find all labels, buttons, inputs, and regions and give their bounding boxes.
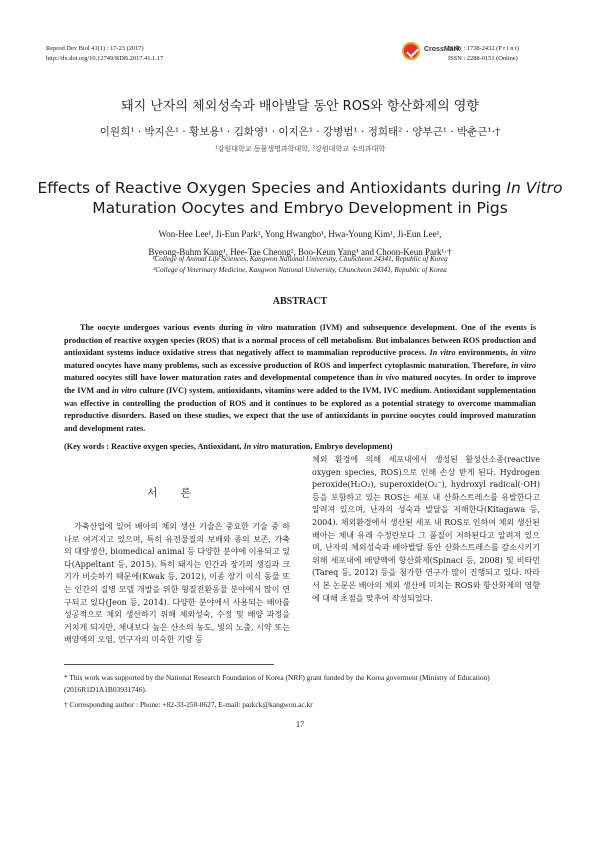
journal-citation: Reprod Dev Biol 41(1) : 17-23 (2017) [46, 45, 144, 52]
body-column-right: 체외 환경에 의해 세포내에서 생성된 활성산소종(reactive oxygen species, ROS)으로 인해 손상 받게 된다. Hydrogen peroxide(H₂O₂), superoxide(O₂⁻), hydroxyl radical(·OH) 등을 포함하고 있는 ROS는 세포 내 산화스트레스를 유발한다고 알려져 있으며, 난자의 성숙과 발달을 저해한다(Kitagawa 등, 2004). 체외환경에서 생산된 세포 내 ROS로 인하여 체외 생산된 배아는 체내 유래 수정란보다 그 품질이 저하된다고 알려져 있으며, 난자의 체외성숙과 배아발달 동안 산화스트레스를 감소시키기 위해 세포내에 배양액에 항산화제(Spinaci 등, 2008) 및 비타민(Tareq 등, 2012) 등을 첨가한 연구가 많이 진행되고 있다. 따라서 본 논문은 배아의 체외 생산에 미치는 ROS와 항산화제의 영향에 대해 초점을 맞추어 작성되었다. [312, 455, 540, 603]
english-authors-line2: Byeong-Buhm Kang¹, Hee-Tae Cheong², Boo-Keun Yang¹ and Choon-Keun Park¹·† [148, 247, 452, 257]
keywords-text: maturation, Embryo development) [268, 442, 393, 451]
section-heading-introduction: 서 론 [147, 487, 201, 499]
english-title-line2: Maturation Oocytes and Embryo Development in Pigs [92, 199, 508, 217]
korean-title: 돼지 난자의 체외성숙과 배아발달 동안 ROS와 항산화제의 영향 [121, 99, 479, 114]
abstract-italic: In vitro [429, 348, 456, 358]
abstract-italic: in vitro [510, 348, 536, 358]
journal-header-left [46, 44, 163, 64]
english-affiliation-1: ¹College of Animal Life Sciences, Kangwon National University, Chuncheon 24341, Republic of Korea [152, 255, 448, 263]
issn-online: ISSN : 2288-0151 (Online) [448, 55, 518, 62]
korean-authors: 이원희¹ · 박지은¹ · 황보용¹ · 김화영¹ · 이지은¹ · 강병범¹ · 정희태² · 양부근¹ · 박춘근¹·† [99, 126, 501, 138]
keywords-italic: In vitro [243, 442, 269, 451]
abstract-text: culture (IVC) system, antioxidants, vitamins were added to the IVM, IVC medium. Antioxidant supplementation was effective in controlling the production of ROS and it continues to be explored as a potential strategy to overcome mammalian reproductive disorders. Based on these studies, we expect that the use of antioxidants in porcine oocytes could improved maturation and development rates. [64, 385, 536, 433]
doi-link[interactable]: http://dx.doi.org/10.12749/RDB.2017.41.1.17 [46, 55, 164, 62]
english-affiliation-2: ²College of Veterinary Medicine, Kangwon National University, Chuncheon 24341, Republic of Korea [153, 266, 447, 274]
abstract-italic: in vitro [511, 360, 536, 370]
abstract-text: matured oocytes have many problems, such as excessive production of ROS and imperfect cytoplasmic maturation. Therefore, [64, 360, 512, 370]
abstract-body [64, 322, 536, 435]
abstract-text: matured oocytes. In order to improve the IVM and [64, 373, 536, 395]
crossmark-label: CrossMark [424, 46, 461, 53]
english-affiliations [0, 254, 600, 276]
abstract-italic: in vitro [246, 323, 273, 332]
abstract-text: maturation (IVM) and subsequence development. One of the events is production of reactive oxygen species (ROS) that is a normal process of cell metabolism. But imbalances between ROS production and antioxidant systems induce oxidative stress that negatively affect to mammalian reproductive process. [64, 323, 537, 358]
abstract-italic: in vitro [112, 385, 137, 395]
footnote-funding: * This work was supported by the National Research Foundation of Korea (NRF) grant funded by the Korea goverment (Ministry of Education)(2016R1D1A1B03931746). [64, 673, 490, 694]
abstract-heading: ABSTRACT [272, 296, 328, 307]
abstract-italic: in vivo [375, 373, 400, 383]
footnote-corresponding-author: † Corresponding author : Phone: +82-33-250-8627, E-mail: parkck@kangwon.ac.kr [64, 700, 313, 709]
body-column-left: 가축산업에 있어 배아의 체외 생산 기술은 중요한 기술 중 하나로 여겨지고 있으며, 특히 유전물질의 보배와 종의 보존, 가축의 대량생산, biomedical animal 등 다양한 분야에 이용되고 있다(Appeltant 등, 2015). 특히 돼지는 인간과 장기의 생김과 크기가 비슷하기 때문에(Kwak 등, 2012), 이종 장기 이식 동물 또는 인간의 질병 모델 개발을 위한 형질전환동물 분야에서 많이 연구되고 있다(Jeon 등, 2014). 다양한 분야에서 사용되는 배아를 성공적으로 체외 생산하기 위해 체외성숙, 수정 및 배양 과정을 거치게 되지만, 체내보다 높은 산소의 농도, 빛의 노출, 시약 또는 배양액의 오염, 연구자의 미숙한 기량 등 [64, 522, 290, 645]
journal-header-right [448, 44, 519, 64]
abstract-text: matured oocytes still have lower maturation rates and developmental competence than [64, 373, 376, 383]
footnote-divider [64, 664, 274, 665]
page-number: 17 [296, 720, 304, 729]
keywords-text: (Key words : Reactive oxygen species, Antioxidant, [64, 442, 244, 451]
crossmark-icon [402, 42, 420, 60]
english-title [0, 178, 600, 218]
keywords [64, 442, 536, 451]
abstract-text: environments, [455, 348, 511, 358]
korean-affiliation: ¹강원대학교 동물생명과학대학, ²강원대학교 수의과대학 [214, 145, 386, 153]
english-title-italic: In Vitro [506, 179, 563, 197]
abstract-text: The oocyte undergoes various events during [80, 323, 247, 332]
issn-print: ISSN : 1738-2432 (P r i n t) [448, 45, 519, 52]
english-authors-line1: Won-Hee Lee¹, Ji-Eun Park¹, Yong Hwangbo¹, Hwa-Young Kim¹, Ji-Eun Lee¹, [158, 229, 442, 239]
english-title-line1: Effects of Reactive Oxygen Species and Antioxidants during [37, 179, 507, 197]
